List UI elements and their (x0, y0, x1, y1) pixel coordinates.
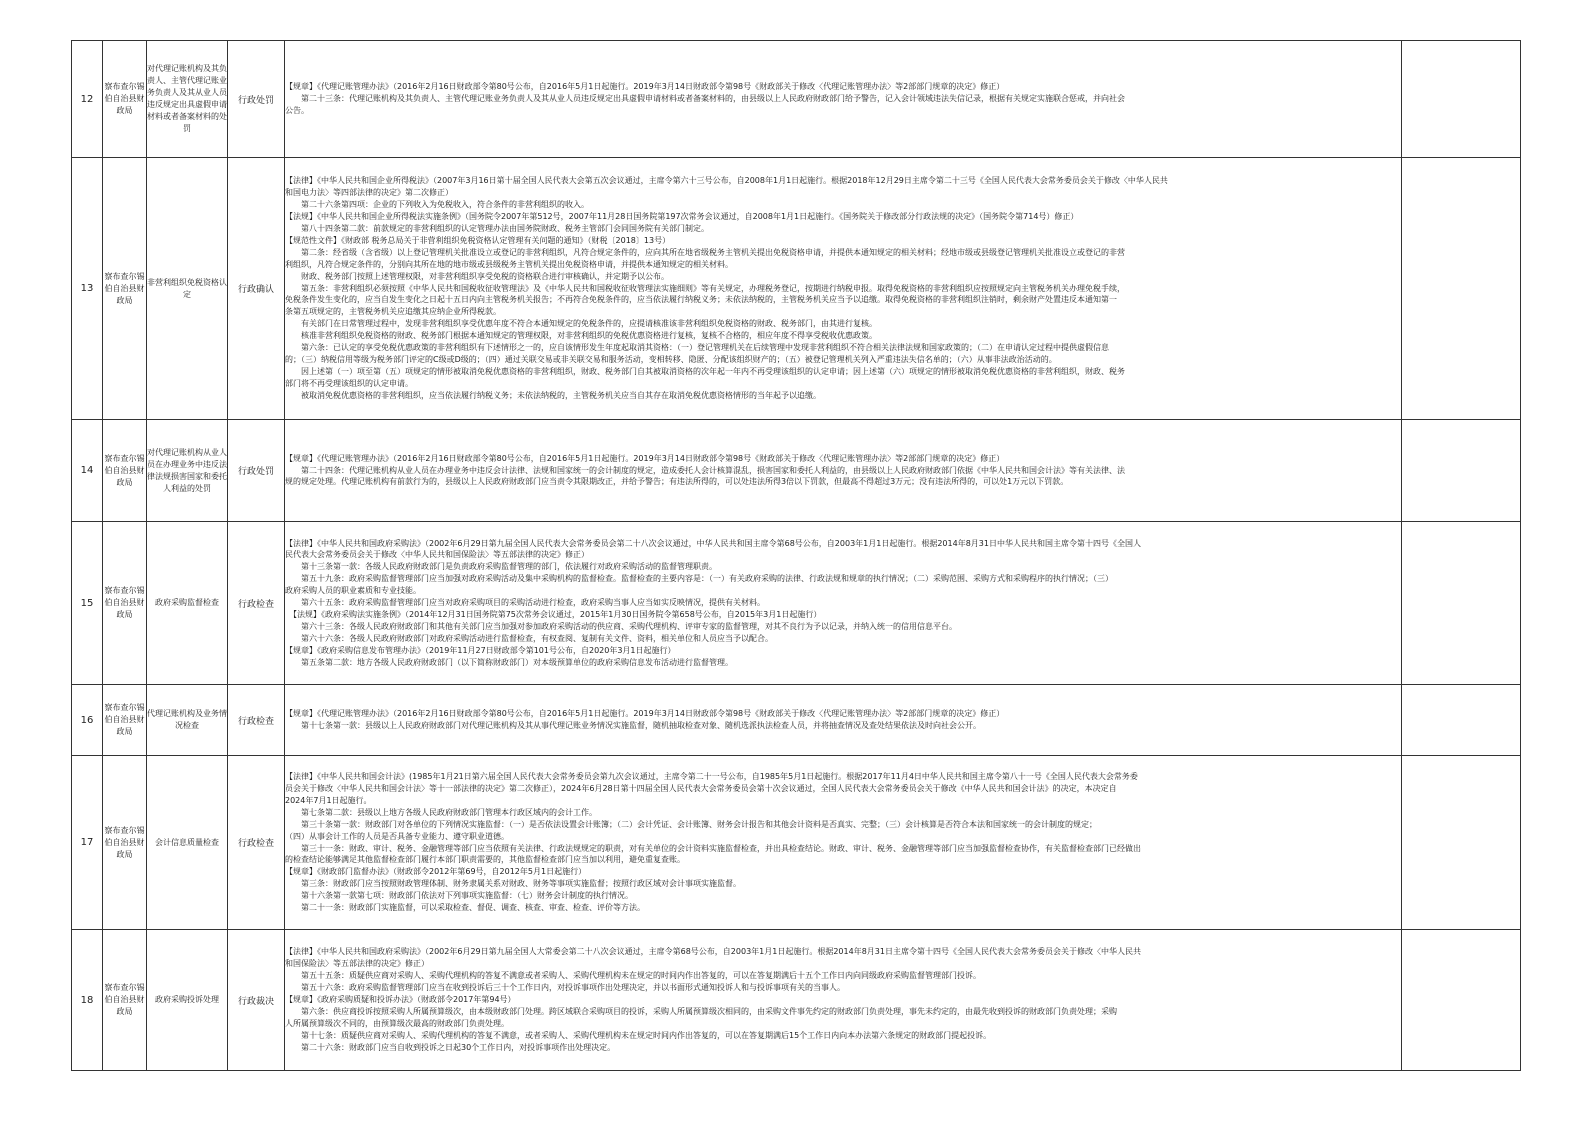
legal-basis-line: 部门将不再受理该组织的认定申请。 (285, 378, 413, 388)
legal-basis-line: 第十七条第一款：县级以上人民政府财政部门对代理记账机构及其从事代理记账业务情况实施监督，随机抽取检查对象、随机选派执法检查人员，并将抽查情况及查处结果依法及时向社会公开。 (285, 721, 981, 730)
legal-basis-cell (285, 41, 1402, 158)
legal-basis-line: 【法律】《中华人民共和国政府采购法》（2002年6月29日第九届全国人大常委会第二十八次会议通过，主席令第68号公布，自2003年1月1日起施行。根据2014年8月31日主席令第十四号《全国人民代表大会常务委员会关于修改〈中华人民共 (285, 947, 1141, 957)
legal-basis-line: 规的规定处理。代理记账机构有前款行为的，县级以上人民政府财政部门应当责令其限期改正，并给予警告；有违法所得的，可以处违法所得3倍以下罚款，但最高不得超过3万元；没有违法所得的，可以处1万元以下罚款。 (285, 477, 1069, 487)
legal-basis-line: 第六条：供应商投诉按照采购人所属预算级次，由本级财政部门处理。跨区域联合采购项目的投诉，采购人所属预算级次相同的，由采购文件事先约定的财政部门负责处理，事先未约定的，由最先收到投诉的财政部门负责处理；采购 (285, 1006, 1117, 1016)
legal-basis-line: 【规章】《财政部门监督办法》（财政部令2012年第69号，自2012年5月1日起施行） (285, 867, 587, 877)
legal-basis-cell (285, 158, 1402, 420)
legal-basis-line: 的；（三）纳税信用等级为税务部门评定的C级或D级的；（四）通过关联交易或非关联交易和服务活动，变相转移、隐匿、分配该组织财产的；（五）被登记管理机关列入严重违法失信名单的；（六）从事非法政治活动的。 (285, 354, 1057, 364)
legal-basis-cell (285, 930, 1402, 1071)
remarks-cell (1402, 930, 1521, 1071)
legal-basis-line: 【法律】《中华人民共和国企业所得税法》（2007年3月16日第十届全国人民代表大会第五次会议通过，主席令第六十三号公布，自2008年1月1日起施行。根据2018年12月29日主席令第二十三号《全国人民代表大会常务委员会关于修改〈中华人民共 (285, 176, 1168, 186)
legal-basis-line: 第二十六条：财政部门应当自收到投诉之日起30个工作日内，对投诉事项作出处理决定。 (285, 1042, 616, 1052)
legal-basis-line: 利组织，凡符合规定条件的，分别向其所在地的地市级或县级税务主管机关提出免税资格申请，并提供本通知规定的相关材料。 (285, 259, 733, 269)
legal-basis-line: 因上述第（一）项至第（五）项规定的情形被取消免税优惠资格的非营利组织，财政、税务部门自其被取消资格的次年起一年内不再受理该组织的认定申请；因上述第（六）项规定的情形被取消免税优惠资格的非营利组织，财政、税务 (285, 366, 1125, 376)
row-number-cell: 16 (72, 685, 103, 756)
legal-basis-line: 【规章】《代理记账管理办法》（2016年2月16日财政部令第80号公布，自2016年5月1日起施行。2019年3月14日财政部令第98号《财政部关于修改〈代理记账管理办法〉等2部部门规章的决定》修正） (285, 709, 1005, 719)
legal-basis-line: 第六条：已认定的享受免税优惠政策的非营利组织有下述情形之一的，应自该情形发生年度起取消其资格：（一）登记管理机关在后续管理中发现非营利组织不符合相关法律法规和国家政策的；（二）在申请认定过程中提供虚假信息 (285, 343, 1109, 353)
legal-basis-line: 被取消免税优惠资格的非营利组织，应当依法履行纳税义务；未依法纳税的，主管税务机关应当自其存在取消免税优惠资格情形的当年起予以追缴。 (285, 390, 821, 400)
legal-basis-line: 【法律】《中华人民共和国政府采购法》（2002年6月29日第九届全国人民代表大会常务委员会第二十八次会议通过，中华人民共和国主席令第68号公布，自2003年1月1日起施行。根据2014年8月31日中华人民共和国主席令第十四号《全国人 (285, 538, 1141, 548)
legal-basis-line: 第二十六条第四项：企业的下列收入为免税收入，符合条件的非营利组织的收入。 (285, 200, 589, 210)
legal-basis-line: 【规章】《政府采购质疑和投诉办法》（财政部令2017年第94号） (285, 995, 516, 1005)
category-cell: 行政检查 (228, 756, 285, 930)
category-cell: 行政处罚 (228, 420, 285, 522)
legal-basis-line: 2024年7月1日起施行。 (285, 795, 372, 805)
item-name-cell: 会计信息质量检查 (147, 756, 228, 930)
item-name-cell: 对代理记账机构及其负责人、主管代理记账业务负责人及其从业人员违反规定出具虚假申请材料或者备案材料的处罚 (147, 41, 228, 158)
row-number-cell: 14 (72, 420, 103, 522)
legal-basis-line: 【规章】《代理记账管理办法》（2016年2月16日财政部令第80号公布，自2016年5月1日起施行。2019年3月14日财政部令第98号《财政部关于修改〈代理记账管理办法〉等2部部门规章的决定》修正） (285, 453, 1005, 463)
remarks-cell (1402, 158, 1521, 420)
legal-basis-line: 人所属预算级次不同的，由预算级次最高的财政部门负责处理。 (285, 1018, 509, 1028)
legal-basis-line: 第六十六条：各级人民政府财政部门对政府采购活动进行监督检查，有权查阅、复制有关文件、资料，相关单位和人员应当予以配合。 (285, 633, 773, 643)
department-cell: 察布查尔锡伯自治县财政局 (103, 158, 147, 420)
remarks-cell (1402, 420, 1521, 522)
legal-basis-line: 条第五项规定的，主管税务机关应追缴其应纳企业所得税款。 (285, 307, 501, 317)
legal-basis-line: （四）从事会计工作的人员是否具备专业能力、遵守职业道德。 (285, 831, 509, 841)
legal-basis-line: 第二十四条：代理记账机构从业人员在办理业务中违反会计法律、法规和国家统一的会计制度的规定，造成委托人会计核算混乱，损害国家和委托人利益的，由县级以上人民政府财政部门依据《中华人民共和国会计法》等有关法律、法 (285, 465, 1125, 475)
legal-basis-line: 第五十五条：质疑供应商对采购人、采购代理机构的答复不满意或者采购人、采购代理机构未在规定的时间内作出答复的，可以在答复期满后十五个工作日内向同级政府采购监督管理部门投诉。 (285, 971, 981, 981)
legal-basis-line: 第六十三条：各级人民政府财政部门和其他有关部门应当加强对参加政府采购活动的供应商、采购代理机构、评审专家的监督管理，对其不良行为予以记录，并纳入统一的信用信息平台。 (285, 621, 957, 631)
legal-basis-line: 第十三条第一款：各级人民政府财政部门是负责政府采购监督管理的部门，依法履行对政府采购活动的监督管理职责。 (285, 562, 717, 572)
legal-basis-line: 第七条第二款：县级以上地方各级人民政府财政部门管理本行政区域内的会计工作。 (285, 807, 597, 817)
category-cell: 行政检查 (228, 522, 285, 685)
table-row (72, 685, 1521, 756)
legal-basis-line: 财政、税务部门按照上述管理权限，对非营利组织享受免税的资格联合进行审核确认，并定期予以公布。 (285, 271, 669, 281)
legal-basis-line: 第六十五条：政府采购监督管理部门应当对政府采购项目的采购活动进行检查，政府采购当事人应当如实反映情况，提供有关材料。 (285, 598, 765, 608)
item-name-cell: 对代理记账机构从业人员在办理业务中违反法律法规损害国家和委托人利益的处罚 (147, 420, 228, 522)
legal-basis-line: 第十七条：质疑供应商对采购人、采购代理机构的答复不满意，或者采购人、采购代理机构未在规定时间内作出答复的，可以在答复期满后15个工作日内向本办法第六条规定的财政部门提起投诉。 (285, 1030, 992, 1040)
permissions-table (71, 40, 1521, 1071)
legal-basis-line: 有关部门在日常管理过程中，发现非营利组织享受优惠年度不符合本通知规定的免税条件的，应提请核准该非营利组织免税资格的财政、税务部门，由其进行复核。 (285, 319, 877, 329)
legal-basis-line: 的检查结论能够满足其他监督检查部门履行本部门职责需要的，其他监督检查部门应当加以利用，避免重复查账。 (285, 855, 685, 865)
legal-basis-line: 第二十一条：财政部门实施监督，可以采取检查、督促、调查、核查、审查、检查、评价等方法。 (285, 903, 645, 913)
table-row (72, 522, 1521, 685)
row-number-cell: 17 (72, 756, 103, 930)
legal-basis-line: 和国保险法〉等五部法律的决定》修正） (285, 959, 429, 969)
item-name-cell: 政府采购投诉处理 (147, 930, 228, 1071)
department-cell: 察布查尔锡伯自治县财政局 (103, 41, 147, 158)
legal-basis-line: 第五条第二款：地方各级人民政府财政部门（以下简称财政部门）对本级预算单位的政府采购信息发布活动进行监督管理。 (285, 657, 733, 667)
legal-basis-line: 第三十一条：财政、审计、税务、金融管理等部门应当依照有关法律、行政法规规定的职责，对有关单位的会计资料实施监督检查，并出具检查结论。财政、审计、税务、金融管理等部门应当加强监督检查协作，有关监督检查部门已经做出 (285, 843, 1141, 853)
legal-basis-line: 公告。 (285, 105, 309, 115)
legal-basis-line: 【法规】《政府采购法实施条例》（2014年12月31日国务院第75次常务会议通过，2015年1月30日国务院令第658号公布，自2015年3月1日起施行） (285, 609, 822, 619)
table-row (72, 930, 1521, 1071)
legal-basis-line: 【法规】《中华人民共和国企业所得税法实施条例》（国务院令2007年第512号，2007年11月28日国务院第197次常务会议通过，自2008年1月1日起施行。《国务院关于修改部分行政法规的决定》（国务院令第714号）修正） (285, 212, 1079, 222)
table-row (72, 756, 1521, 930)
legal-basis-line: 第二条：经省级（含省级）以上登记管理机关批准设立或登记的非营利组织，凡符合规定条件的，应向其所在地省级税务主管机关提出免税资格申请，并提供本通知规定的相关材料；经地市级或县级登记管理机关批准设立或登记的非营 (285, 247, 1125, 257)
legal-basis-line: 核准非营利组织免税资格的财政、税务部门根据本通知规定的管理权限，对非营利组织的免税优惠资格进行复核，复核不合格的，相应年度不得享受税收优惠政策。 (285, 331, 877, 341)
department-cell: 察布查尔锡伯自治县财政局 (103, 522, 147, 685)
legal-basis-line: 第三条：财政部门应当按照财政管理体制、财务隶属关系对财政、财务等事项实施监督；按照行政区域对会计事项实施监督。 (285, 879, 741, 889)
legal-basis-line: 【规章】《代理记账管理办法》（2016年2月16日财政部令第80号公布，自2016年5月1日起施行。2019年3月14日财政部令第98号《财政部关于修改〈代理记账管理办法〉等2部部门规章的决定》修正） (285, 82, 1005, 92)
category-cell: 行政检查 (228, 685, 285, 756)
legal-basis-line: 第三十条第一款：财政部门对各单位的下列情况实施监督：（一）是否依法设置会计账簿；（二）会计凭证、会计账簿、财务会计报告和其他会计资料是否真实、完整；（三）会计核算是否符合本法和国家统一的会计制度的规定； (285, 819, 1097, 829)
table-row (72, 158, 1521, 420)
department-cell: 察布查尔锡伯自治县财政局 (103, 685, 147, 756)
legal-basis-line: 政府采购人员的职业素质和专业技能。 (285, 586, 421, 596)
legal-basis-line: 第十六条第一款第七项：财政部门依法对下列事项实施监督：（七）财务会计制度的执行情况。 (285, 891, 633, 901)
legal-basis-line: 【法律】《中华人民共和国会计法》(1985年1月21日第六届全国人民代表大会常务委员会第九次会议通过，主席令第二十一号公布，自1985年5月1日起施行。根据2017年11月4日中华人民共和国主席令第八十一号《全国人民代表大会常务委 (285, 772, 1138, 782)
legal-basis-line: 免税条件发生变化的，应当自发生变化之日起十五日内向主管税务机关报告；不再符合免税条件的，应当依法履行纳税义务；未依法纳税的，主管税务机关应当予以追缴。取得免税资格的非营利组织注销时，剩余财产处置违反本通知第一 (285, 295, 1117, 305)
item-name-cell: 政府采购监督检查 (147, 522, 228, 685)
legal-basis-cell (285, 685, 1402, 756)
remarks-cell (1402, 685, 1521, 756)
legal-basis-line: 第五条：非营利组织必须按照《中华人民共和国税收征收管理法》及《中华人民共和国税收征收管理法实施细则》等有关规定，办理税务登记，按期进行纳税申报。取得免税资格的非营利组织应按照规定向主管税务机关办理免税手续， (285, 283, 1125, 293)
legal-basis-line: 第二十三条：代理记账机构及其负责人、主管代理记账业务负责人及其从业人员违反规定出具虚假申请材料或者备案材料的，由县级以上人民政府财政部门给予警告，记入会计领域违法失信记录，根据有关规定实施联合惩戒，并向社会 (285, 94, 1125, 104)
legal-basis-line: 和国电力法〉等四部法律的决定》第二次修正） (285, 188, 453, 198)
category-cell: 行政处罚 (228, 41, 285, 158)
legal-basis-line: 员会关于修改〈中华人民共和国会计法〉等十一部法律的决定》第二次修正），2024年6月28日第十四届全国人民代表大会常务委员会第十次会议通过，全国人民代表大会常务委员会关于修改《中华人民共和国会计法》的决定，本决定自 (285, 783, 1117, 793)
department-cell: 察布查尔锡伯自治县财政局 (103, 930, 147, 1071)
category-cell: 行政确认 (228, 158, 285, 420)
category-cell: 行政裁决 (228, 930, 285, 1071)
legal-basis-line: 【规范性文件】《财政部 税务总局关于非营利组织免税资格认定管理有关问题的通知》（财税〔2018〕13号） (285, 235, 671, 245)
row-number-cell: 18 (72, 930, 103, 1071)
row-number-cell: 15 (72, 522, 103, 685)
remarks-cell (1402, 756, 1521, 930)
row-number-cell: 12 (72, 41, 103, 158)
legal-basis-cell (285, 420, 1402, 522)
table-row (72, 420, 1521, 522)
item-name-cell: 非营利组织免税资格认定 (147, 158, 228, 420)
legal-basis-cell (285, 756, 1402, 930)
legal-basis-line: 第五十六条：政府采购监督管理部门应当在收到投诉后三十个工作日内，对投诉事项作出处理决定，并以书面形式通知投诉人和与投诉事项有关的当事人。 (285, 983, 845, 993)
legal-basis-line: 第八十四条第二款：前款规定的非营利组织的认定管理办法由国务院财政、税务主管部门会同国务院有关部门制定。 (285, 224, 709, 234)
item-name-cell: 代理记账机构及业务情况检查 (147, 685, 228, 756)
remarks-cell (1402, 522, 1521, 685)
department-cell: 察布查尔锡伯自治县财政局 (103, 756, 147, 930)
department-cell: 察布查尔锡伯自治县财政局 (103, 420, 147, 522)
table-row (72, 41, 1521, 158)
legal-basis-line: 民代表大会常务委员会关于修改〈中华人民共和国保险法〉等五部法律的决定》修正） (285, 550, 589, 560)
legal-basis-line: 第五十九条：政府采购监督管理部门应当加强对政府采购活动及集中采购机构的监督检查。监督检查的主要内容是：（一）有关政府采购的法律、行政法规和规章的执行情况；（二）采购范围、采购方式和采购程序的执行情况；（三） (285, 574, 1113, 584)
legal-basis-line: 【规章】《政府采购信息发布管理办法》（2019年11月27日财政部令第101号公布，自2020年3月1日起施行） (285, 645, 676, 655)
remarks-cell (1402, 41, 1521, 158)
legal-basis-cell (285, 522, 1402, 685)
row-number-cell: 13 (72, 158, 103, 420)
